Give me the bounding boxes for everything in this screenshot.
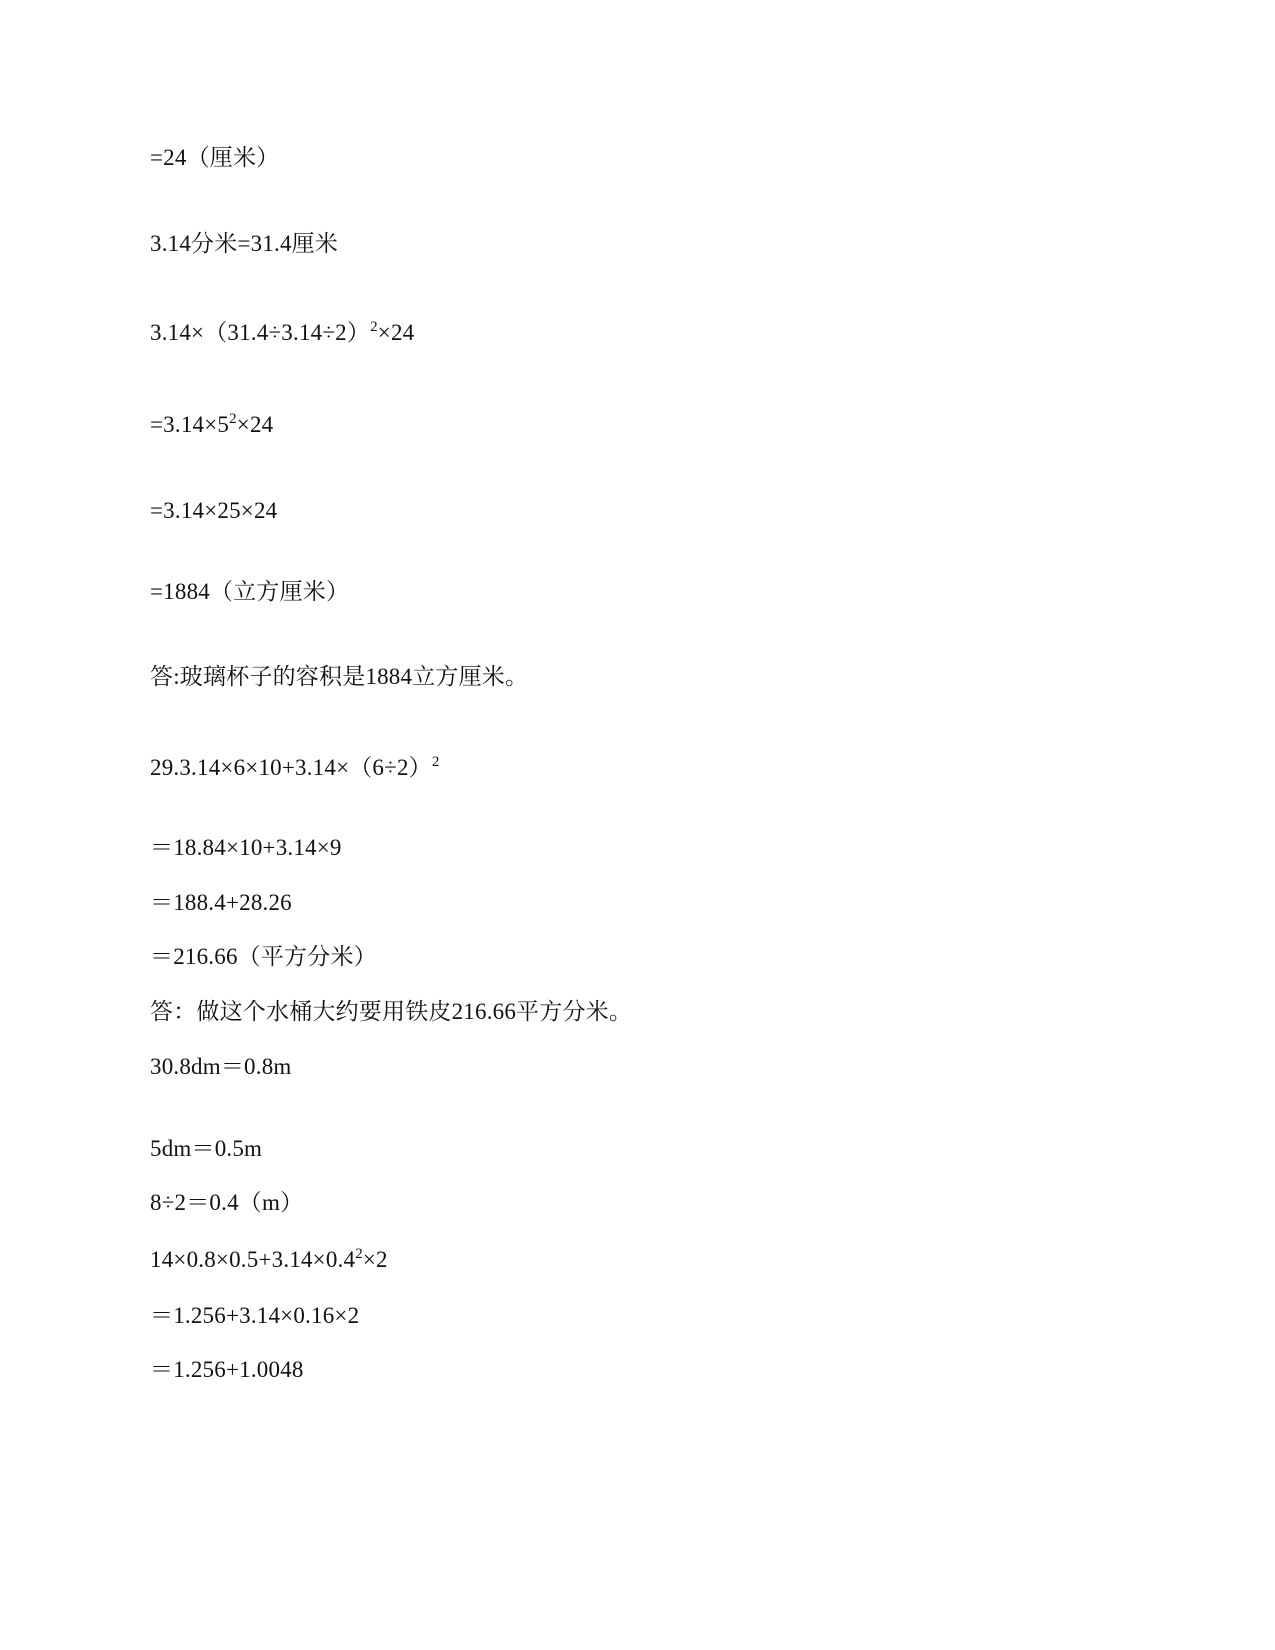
solution-line [150, 833, 342, 863]
solution-line [150, 577, 349, 607]
solution-line [150, 1301, 359, 1331]
problem-line [150, 753, 440, 786]
line-text: =1884（立方厘米） [150, 579, 350, 604]
solution-line [150, 229, 338, 259]
line-text: ＝188.4+28.26 [150, 890, 292, 915]
solution-line [150, 942, 377, 972]
line-text: 3.14×（31.4÷3.14÷2） [150, 320, 371, 345]
line-text: =24（厘米） [150, 145, 280, 170]
solution-line [150, 1188, 303, 1218]
problem-line [150, 1052, 291, 1082]
exponent: 2 [431, 754, 440, 770]
line-text: 8÷2＝0.4（m） [150, 1190, 304, 1215]
solution-line [150, 410, 273, 443]
line-text: ＝18.84×10+3.14×9 [150, 835, 342, 860]
answer-text: 答：做这个水桶大约要用铁皮216.66平方分米。 [150, 999, 633, 1024]
line-text: 5dm＝0.5m [150, 1136, 263, 1161]
solution-line [150, 143, 279, 173]
solution-line [150, 1134, 262, 1164]
line-text: ＝1.256+1.0048 [150, 1357, 304, 1382]
answer-text: 答:玻璃杯子的容积是1884立方厘米。 [150, 664, 529, 689]
line-text: ×2 [362, 1247, 388, 1272]
exponent: 2 [229, 411, 237, 427]
solution-line [150, 318, 414, 351]
solution-line [150, 496, 277, 526]
line-text: =3.14×25×24 [150, 498, 278, 523]
solution-line [150, 1355, 304, 1385]
line-text: ＝216.66（平方分米） [150, 944, 377, 969]
exponent: 2 [370, 319, 378, 335]
line-text: 3.14分米=31.4厘米 [150, 231, 339, 256]
solution-line [150, 1245, 388, 1278]
answer-line [150, 662, 528, 692]
line-text: =3.14×5 [150, 412, 230, 437]
line-text: ×24 [377, 320, 415, 345]
line-text: 14×0.8×0.5+3.14×0.4 [150, 1247, 356, 1272]
line-text: 30.8dm＝0.8m [150, 1054, 292, 1079]
line-text: ×24 [236, 412, 274, 437]
solution-line [150, 888, 292, 918]
line-text: 29.3.14×6×10+3.14×（6÷2） [150, 755, 432, 780]
answer-line [150, 997, 632, 1027]
exponent: 2 [355, 1246, 363, 1262]
line-text: ＝1.256+3.14×0.16×2 [150, 1303, 360, 1328]
